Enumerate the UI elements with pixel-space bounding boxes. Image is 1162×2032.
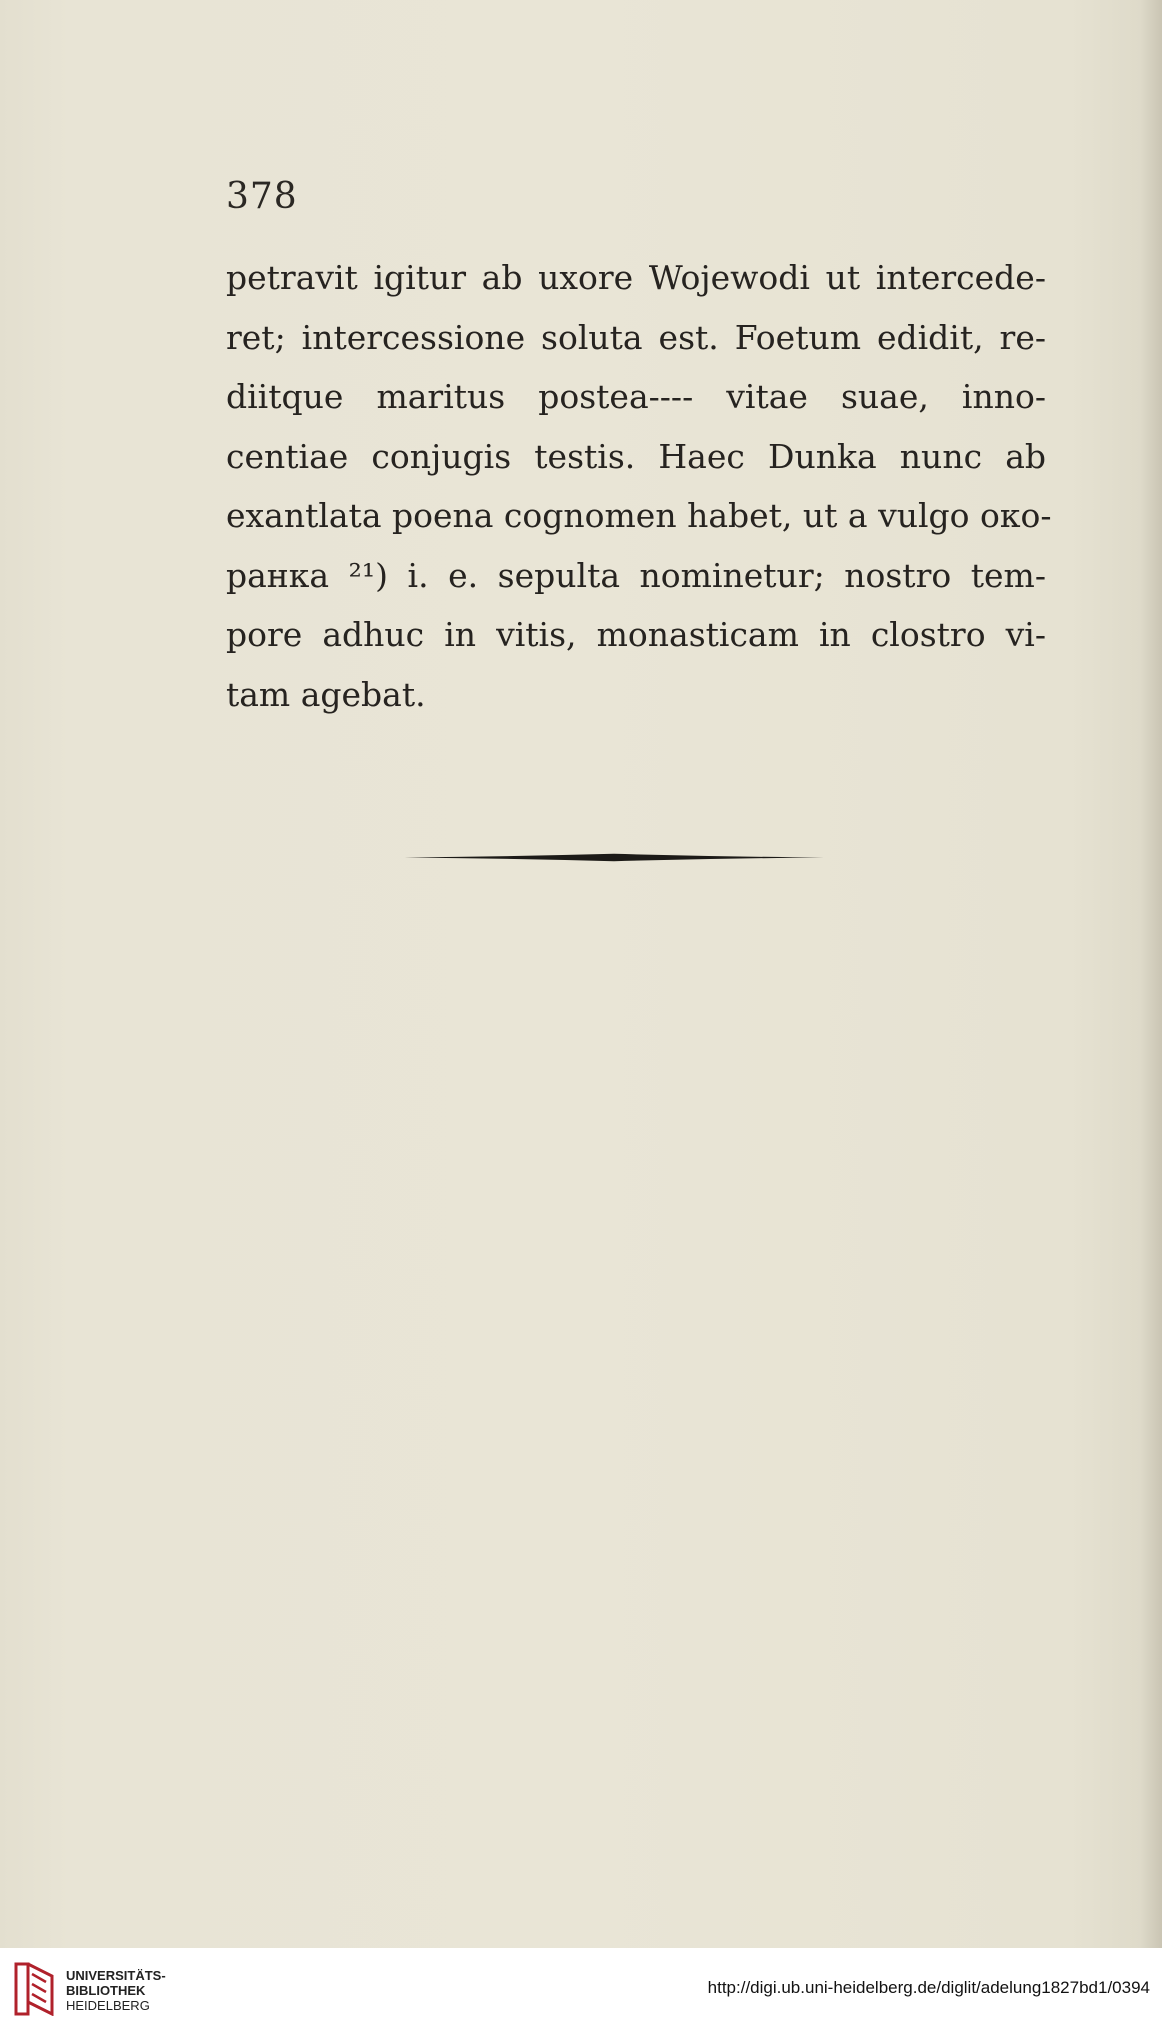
- source-url-link[interactable]: http://digi.ub.uni-heidelberg.de/diglit/adelung1827bd1/0394: [707, 1978, 1150, 1997]
- institution-line: BIBLIOTHEK: [66, 1983, 146, 1998]
- page-edge-shadow: [1140, 0, 1162, 1948]
- section-divider-rule: [404, 853, 824, 862]
- text-line: centiae conjugis testis. Haec Dunka nunc ab: [226, 436, 1046, 476]
- text-line: diitque maritus postea---- vitae suae, inno-: [226, 377, 1046, 416]
- text-line: petravit igitur ab uxore Wojewodi ut intercede-: [226, 258, 1046, 297]
- institution-name: [66, 1968, 166, 2013]
- university-library-logo-icon: [12, 1962, 56, 2016]
- page-number: 378: [226, 176, 298, 217]
- text-line: pore adhuc in vitis, monasticam in clostro vi-: [226, 615, 1046, 654]
- text-line: exantlata poena cognomen habet, ut a vulgo око-: [226, 496, 1052, 535]
- text-line: tam agebat.: [226, 674, 426, 714]
- text-line: ранка ²¹) i. e. sepulta nominetur; nostro tem-: [226, 555, 1046, 595]
- institution-line: HEIDELBERG: [66, 1998, 150, 2013]
- library-footer-bar: [0, 1948, 1162, 2032]
- body-text: [226, 248, 1052, 724]
- text-line: ret; intercessione soluta est. Foetum edidit, re-: [226, 317, 1046, 357]
- institution-line: UNIVERSITÄTS-: [66, 1968, 166, 1983]
